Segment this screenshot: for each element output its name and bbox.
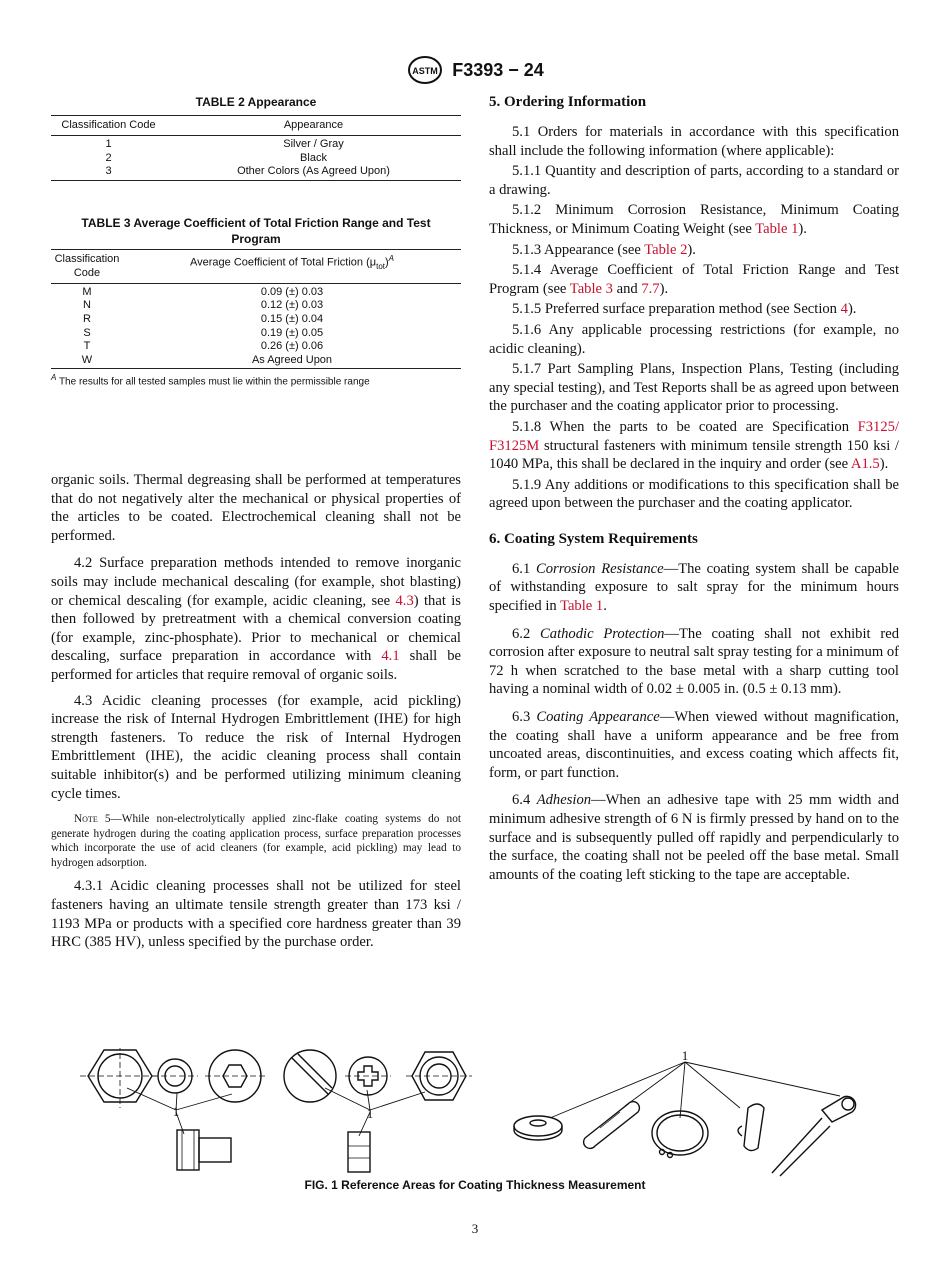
ref-link[interactable]: 4.1 [381,648,400,665]
ref-link[interactable]: Table 2 [644,241,688,258]
paragraph-5-1-5: 5.1.5 Preferred surface preparation method (see Section 4). [512,301,857,318]
clip-fastener [738,1104,764,1151]
paragraph-6-2: 6.2 Cathodic Protection—The coating shall not exhibit red corrosion after exposure to neutral salt spray testing for a minimum of 72 h when scratched to the base metal with a sharp cutting tool having a nominal width of 0.02 ± 0.005 in. (0.5 ± 0.13 mm). [489,625,900,698]
ref-link[interactable]: Table 3 [569,280,613,297]
page-header [0,55,950,85]
table2-header-appearance: Appearance [283,119,344,131]
table-row [51,313,461,327]
table-row [51,327,461,341]
table-cell: 0.19 (±) 0.05 [260,326,324,339]
paragraph-4-3-1: 4.3.1 Acidic cleaning processes shall not be utilized for steel fasteners having an ultimate tensile strength greater than 173 ksi / 1193 MPa or products with a specified core hardness greater than 39 HRC (385 HV), unless specified by the purchase order. [51,878,461,951]
section-5-heading: 5. Ordering Information [489,94,647,110]
document-code: F3393 − 24 [452,59,544,80]
ref-link[interactable]: Table 1 [560,598,604,615]
table2-caption: TABLE 2 Appearance [195,95,317,109]
paragraph-5-1-6: 5.1.6 Any applicable processing restrictions (for example, no acidic cleaning). [489,321,899,357]
table-cell: Black [300,151,327,164]
table-row [51,340,461,354]
ref-link[interactable]: 7.7 [641,280,660,297]
svg-text:1: 1 [681,1048,689,1063]
nut-side-view [348,1132,370,1172]
left-column-body [51,471,461,959]
paragraph-5-1-2: 5.1.2 Minimum Corrosion Resistance, Minimum Coating Thickness, or Minimum Coating Weight (see Table 1). [489,202,899,237]
table-cell: W [81,353,93,366]
table3 [51,249,461,369]
paragraph-5-1: 5.1 Orders for materials in accordance with this specification shall include the following information (where applicable): [489,124,899,159]
table-cell: 0.09 (±) 0.03 [260,285,324,298]
table-cell: 0.26 (±) 0.06 [260,340,324,353]
figure-caption: FIG. 1 Reference Areas for Coating Thickness Measurement [304,1178,646,1192]
table-cell: 0.15 (±) 0.04 [260,312,324,325]
table-cell: As Agreed Upon [251,353,333,366]
dowel-pin [584,1102,640,1149]
table-row [51,165,461,180]
washer [514,1116,562,1140]
slotted-head-top-view [284,1050,336,1102]
hex-bolt-top-view [80,1048,160,1108]
table-cell: N [83,299,91,312]
table3-caption: TABLE 3 Average Coefficient of Total Friction Range and Test Program [81,215,431,246]
table-row [51,152,461,166]
section-6-heading: 6. Coating System Requirements [489,530,698,547]
table3-footnote: $^A$ The results for all tested samples must lie within the permissible range [51,373,370,388]
hex-nut-top-view [406,1052,472,1100]
table-cell: Other Colors (As Agreed Upon) [237,165,390,178]
table2 [51,115,461,180]
callout-middle [325,1088,425,1136]
page-number: 3 [471,1221,479,1236]
paragraph-5-1-7: 5.1.7 Part Sampling Plans, Inspection Plans, Testing (including any special testing), and Test Reports shall be as agreed upon between the purchaser and the coating applicator prior to processing. [489,361,899,415]
ref-link[interactable]: 4.3 [395,592,414,609]
table-row [51,354,461,369]
paragraph-4-1-cont: organic soils. Thermal degreasing shall be performed at temperatures that do not negatively alter the mechanical or physical properties of the articles to be coated. Electrochemical cleaning shall not be performed. [51,472,461,544]
paragraph-5-1-9: 5.1.9 Any additions or modifications to this specification shall be agreed upon between the purchaser and the coating applicator. [489,476,899,512]
ref-link[interactable]: A1.5 [850,456,880,473]
table3-header-friction: Average Coefficient of Total Friction $(\mu_{tot})^A$ [189,253,395,271]
table3-header-code: Classification Code [54,252,120,279]
paragraph-5-1-8: 5.1.8 When the parts to be coated are Specification F3125/ F3125M structural fasteners with minimum tensile strength 150 ksi / 1040 MPa, this shall be declared in the inquiry and order (see A1.5). [489,418,899,473]
table-cell: 0.12 (±) 0.03 [260,299,324,312]
socket-cap-top-view [152,1059,198,1093]
right-column [489,94,899,891]
svg-text:1: 1 [172,1104,180,1119]
ref-link[interactable]: Table 1 [755,220,799,237]
paragraph-4-3: 4.3 Acidic cleaning processes (for example, acid pickling) increase the risk of Internal Hydrogen Embrittlement (IHE) for high strength fasteners. To reduce the risk of Internal Hydrogen Embrittlement (IHE), the acidic cleaning process shall contain suitable inhibitor(s) and be performed utilizing minimum cleaning cycle times. [51,692,461,802]
callout-right [550,1062,840,1118]
table-cell: R [83,312,91,325]
figure-1-drawing [80,1048,880,1178]
svg-text:ASTM: ASTM [412,66,438,76]
note-5: Note 5—While non-electrolytically applied zinc-flake coating systems do not generate hydrogen during the coating application process, surface preparation processes which incorporate the use of acid cleaners (for example, acid pickling) may lead to hydrogen adsorption. [51,813,461,869]
astm-logo [406,55,444,85]
blind-rivet [772,1096,856,1176]
table-cell: 2 [105,151,112,164]
paragraph-5-1-4: 5.1.4 Average Coefficient of Total Friction Range and Test Program (see Table 3 and 7.7). [489,262,899,297]
paragraph-5-1-1: 5.1.1 Quantity and description of parts, according to a standard or a drawing. [489,163,899,198]
table-cell: 1 [105,138,112,150]
table-row [51,136,461,152]
table-row [51,283,461,299]
hex-socket-top-view [205,1050,265,1102]
table-cell: M [82,285,92,298]
ref-link[interactable]: 4 [840,301,848,318]
bolt-side-view [177,1130,231,1170]
paragraph-5-1-3: 5.1.3 Appearance (see Table 2). [512,241,696,258]
table-cell: S [83,326,91,339]
left-column-tables [51,94,461,388]
paragraph-6-3: 6.3 Coating Appearance—When viewed without magnification, the coating shall have a uniform appearance and be free from uncoated areas, discontinuities, and excess coating which affects fit, form, or part function. [489,709,899,781]
paragraph-6-1: 6.1 Corrosion Resistance—The coating system shall be capable of withstanding exposure to salt spray for the minimum hours specified in Table 1. [489,560,899,615]
table-row [51,299,461,313]
phillips-head-top-view [345,1057,391,1095]
paragraph-4-2: 4.2 Surface preparation methods intended to remove inorganic soils may include mechanical descaling (for example, shot blasting) or chemical descaling (for example, acidic cleaning, see 4.3) that is then followed by pretreatment with a chemical conversion coating (for example, zinc-phosphate). Prior to mechanical or chemical descaling, surface preparation in accordance with 4.1 shall be performed for articles that require removal of organic soils. [51,555,462,683]
table-cell: T [83,340,91,353]
svg-text:1: 1 [366,1106,374,1121]
table-cell: Silver / Gray [283,138,344,150]
ref-link[interactable]: F3125/ F3125M [489,418,899,454]
table2-header-code: Classification Code [61,119,156,131]
paragraph-6-4: 6.4 Adhesion—When an adhesive tape with 25 mm width and minimum adhesive strength of 6 N is firmly pressed by hand on to the surface and is subsequently pulled off rapidly and perpendicularly to the surface, the coating shall not be peeled off the base metal. Small amounts of the coating left sticking to the tape are acceptable. [489,792,899,883]
table-cell: 3 [105,165,112,178]
